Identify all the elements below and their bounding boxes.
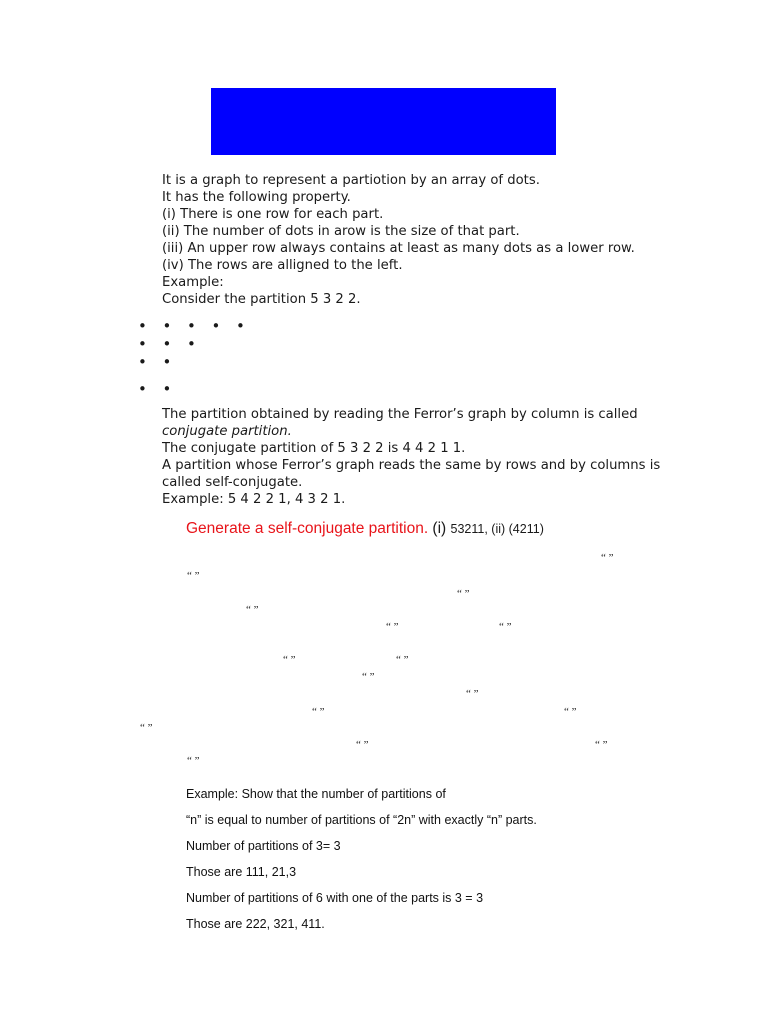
example-line: Those are 222, 321, 411.: [186, 917, 325, 931]
text-line: (iv) The rows are alligned to the left.: [162, 258, 403, 273]
generate-part-rest: 53211, (ii) (4211): [450, 522, 544, 536]
text-line: (ii) The number of dots in arow is the size of that part.: [162, 224, 520, 239]
quote-mark: “ ”: [564, 706, 577, 718]
text-line: It has the following property.: [162, 190, 351, 205]
quote-mark: “ ”: [356, 739, 369, 751]
ferrers-dot: •: [138, 380, 147, 398]
quote-mark: “ ”: [499, 621, 512, 633]
text-line-italic: conjugate partition.: [162, 424, 292, 439]
text-line: It is a graph to represent a partiotion by an array of dots.: [162, 173, 540, 188]
quote-mark: “ ”: [386, 621, 399, 633]
dot-row: [138, 352, 187, 371]
ferrers-graph-definition: [162, 172, 635, 308]
example-line: “n” is equal to number of partitions of “2n” with exactly “n” parts.: [186, 813, 537, 827]
text-line: (iii) An upper row always contains at least as many dots as a lower row.: [162, 241, 635, 256]
quote-mark: “ ”: [595, 739, 608, 751]
example-line: Example: Show that the number of partitions of: [186, 787, 446, 801]
ferrers-dot: •: [162, 335, 172, 353]
text-line: Consider the partition 5 3 2 2.: [162, 292, 361, 307]
quote-mark: “ ”: [283, 654, 296, 666]
text-line: The partition obtained by reading the Ferror’s graph by column is called: [162, 407, 638, 422]
ferrers-dot: •: [138, 335, 147, 353]
example-line: Number of partitions of 3= 3: [186, 839, 341, 853]
ferrers-dot: •: [236, 317, 245, 335]
generate-part-i: (i): [428, 520, 451, 537]
quote-mark: “ ”: [187, 570, 200, 582]
example-line: Number of partitions of 6 with one of the parts is 3 = 3: [186, 891, 484, 905]
generate-heading-red: Generate a self-conjugate partition.: [186, 520, 429, 537]
quote-mark: “ ”: [396, 654, 409, 666]
quote-mark: “ ”: [362, 671, 375, 683]
text-line: The conjugate partition of 5 3 2 2 is 4 4 2 1 1.: [162, 441, 466, 456]
dot-row: [138, 334, 212, 353]
dot-row: [138, 316, 261, 335]
ferrers-dot: •: [211, 317, 221, 335]
ferrers-dot: •: [187, 317, 196, 335]
text-line: called self-conjugate.: [162, 475, 303, 490]
text-line: Example:: [162, 275, 224, 290]
title-banner: [211, 88, 556, 155]
quote-mark: “ ”: [466, 688, 479, 700]
generate-heading: [186, 520, 544, 538]
text-line: (i) There is one row for each part.: [162, 207, 384, 222]
quote-mark: “ ”: [312, 706, 325, 718]
ferrers-dot: •: [138, 317, 147, 335]
text-line: Example: 5 4 2 2 1, 4 3 2 1.: [162, 492, 346, 507]
ferrers-dot: •: [138, 353, 147, 371]
dot-row: [138, 379, 187, 398]
quote-mark: “ ”: [457, 588, 470, 600]
quote-mark: “ ”: [601, 552, 614, 564]
ferrers-dot: •: [162, 353, 172, 371]
ferrers-dot: •: [162, 317, 172, 335]
conjugate-partition-text: [162, 406, 660, 508]
example-line: Those are 111, 21,3: [186, 865, 297, 879]
text-line: A partition whose Ferror’s graph reads the same by rows and by columns is: [162, 458, 661, 473]
quote-mark: “ ”: [246, 604, 259, 616]
quote-mark: “ ”: [140, 722, 153, 734]
ferrers-dot: •: [162, 380, 172, 398]
ferrers-dot: •: [187, 335, 196, 353]
quote-mark: “ ”: [187, 755, 200, 767]
